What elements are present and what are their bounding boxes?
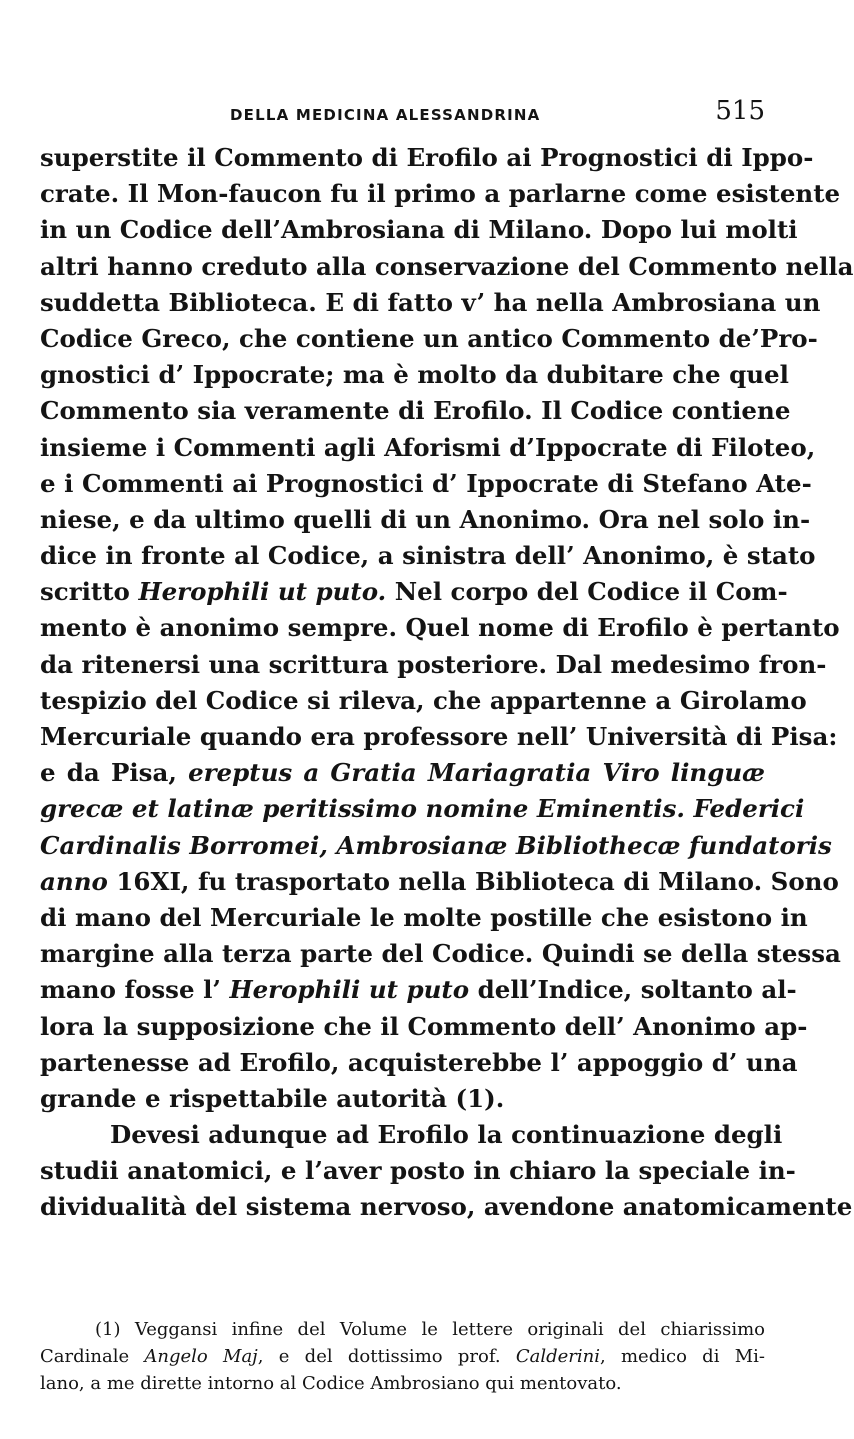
text-line-11: niese, e da ultimo quelli di un Anonimo. Ora nel solo in- [40,504,811,534]
text-line-1: superstite il Commento di Erofilo ai Prognostici di Ippo- [40,143,814,172]
fn-line-2-italic: Angelo Maj [144,1346,258,1367]
text-line-14: mento è anonimo sempre. Quel nome di Erofilo è pertanto [40,613,840,643]
text-line-13 [40,574,788,610]
text-line-18 [40,755,765,791]
line-21-post: 16XI, fu trasportato nella Biblioteca di Milano. Sono [107,866,839,896]
footnote-line-3: lano, a me dirette intorno al Codice Ambrosiano qui mentovato. [40,1373,622,1394]
text-line-26: partenesse ad Erofilo, acquisterebbe l’ appoggio d’ una [40,1047,798,1077]
text-line-15: da ritenersi una scrittura posteriore. Dal medesimo fron- [40,649,827,679]
text-line-25: lora la supposizione che il Commento dell’ Anonimo ap- [40,1011,808,1041]
text-line-30: dividualità del sistema nervoso, avendone anatomicamente [40,1192,853,1222]
text-line-20 [40,828,832,864]
text-line-7: gnostici d’ Ippocrate; ma è molto da dubitare che quel [40,360,789,390]
page-number: 515 [715,96,765,126]
line-24-pre: mano fosse l’ [40,975,230,1005]
text-line-6: Codice Greco, che contiene un antico Commento de’Pro- [40,323,818,353]
text-line-2: crate. Il Mon-faucon fu il primo a parlarne come esistente [40,179,841,209]
text-line-17: Mercuriale quando era professore nell’ Università di Pisa: [40,722,838,751]
line-13-post: Nel corpo del Codice il Com- [386,577,788,607]
line-13-pre: scritto [40,577,139,607]
line-24-post: dell’Indice, soltanto al- [469,975,797,1005]
text-line-29: studii anatomici, e l’aver posto in chiaro la speciale in- [40,1156,796,1186]
text-line-21 [40,864,839,900]
line-13-italic: Herophili ut puto. [138,577,387,607]
text-line-24 [40,972,797,1008]
line-18-pre: e da Pisa, [40,758,189,788]
footnote [40,1316,765,1397]
text-line-3: in un Codice dell’Ambrosiana di Milano. Dopo lui molti [40,215,798,245]
text-line-9: insieme i Commenti agli Aforismi d’Ippocrate di Filoteo, [40,432,816,462]
text-line-5: suddetta Biblioteca. E di fatto v’ ha nella Ambrosiana un [40,287,821,317]
fn-line-2-tail: , medico di Mi- [600,1346,765,1367]
footnote-line-2 [40,1343,765,1370]
line-24-italic: Herophili ut puto [229,975,470,1005]
running-head [40,96,765,136]
text-line-28: Devesi adunque ad Erofilo la continuazione degli [110,1120,783,1150]
fn-line-2-italic-2: Calderini [515,1346,600,1367]
text-line-12: dice in fronte al Codice, a sinistra dell’ Anonimo, è stato [40,541,816,571]
line-18-italic: ereptus a Gratia Mariagratia Viro linguæ [188,758,765,788]
text-line-8: Commento sia veramente di Erofilo. Il Codice contiene [40,396,791,426]
line-20-italic: Cardinalis Borromei, Ambrosianæ Bibliothecæ fundatoris [40,830,832,860]
text-line-27: grande e rispettabile autorità (1). [40,1083,505,1113]
text-line-19 [40,791,805,827]
text-line-16: tespizio del Codice si rileva, che appartenne a Girolamo [40,685,807,715]
fn-line-2-mid: , e del dottissimo prof. [257,1346,516,1367]
text-line-22: di mano del Mercuriale le molte postille che esistono in [40,902,808,932]
text-line-10: e i Commenti ai Prognostici d’ Ippocrate di Stefano Ate- [40,468,812,498]
text-line-23: margine alla terza parte del Codice. Quindi se della stessa [40,939,841,969]
running-title: DELLA MEDICINA ALESSANDRINA [230,106,541,124]
line-19-italic: grecæ et latinæ peritissimo nomine Eminentis. Federici [40,794,805,824]
main-text [40,140,854,1226]
footnote-line-1: (1) Veggansi infine del Volume le lettere originali del chiarissimo [95,1319,765,1340]
text-line-4: altri hanno creduto alla conservazione del Commento nella [40,251,854,281]
line-21-italic: anno [40,866,108,896]
fn-line-2-pre: Cardinale [40,1346,145,1367]
